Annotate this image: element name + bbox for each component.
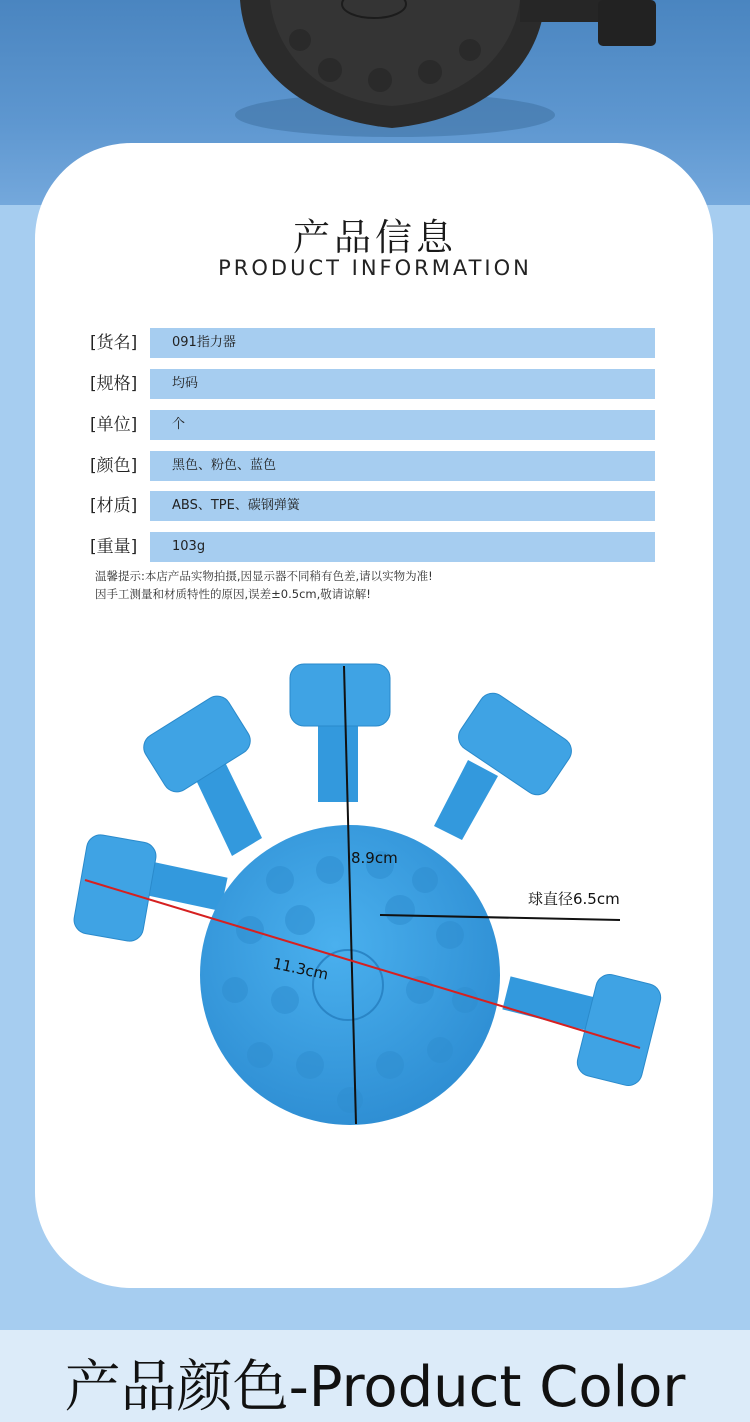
notice-line-2: 因手工测量和材质特性的原因,误差±0.5cm,敬请谅解! <box>95 587 371 601</box>
diagonal-label: 11.3cm <box>271 954 330 984</box>
page-subtitle: PRODUCT INFORMATION <box>218 256 532 280</box>
page-title: 产品信息 <box>293 216 457 259</box>
spec-label: [重量] <box>90 537 138 557</box>
spec-label: [颜色] <box>90 456 138 476</box>
spec-value: 均码 <box>150 369 655 399</box>
color-section-title: 产品颜色-Product Color <box>64 1355 686 1420</box>
spec-value: ABS、TPE、碳钢弹簧 <box>150 491 655 521</box>
spec-value: 个 <box>150 410 655 440</box>
spec-value: 黑色、粉色、蓝色 <box>150 451 655 481</box>
spec-label: [单位] <box>90 415 138 435</box>
spec-label: [规格] <box>90 374 138 394</box>
ball-diameter-label: 球直径6.5cm <box>528 890 620 908</box>
spec-label: [材质] <box>90 496 138 516</box>
spec-value: 091指力器 <box>150 328 655 358</box>
height-label: 8.9cm <box>351 849 398 867</box>
spec-label: [货名] <box>90 333 138 353</box>
notice-line-1: 温馨提示:本店产品实物拍摄,因显示器不同稍有色差,请以实物为准! <box>95 569 433 583</box>
spec-value: 103g <box>150 532 655 562</box>
